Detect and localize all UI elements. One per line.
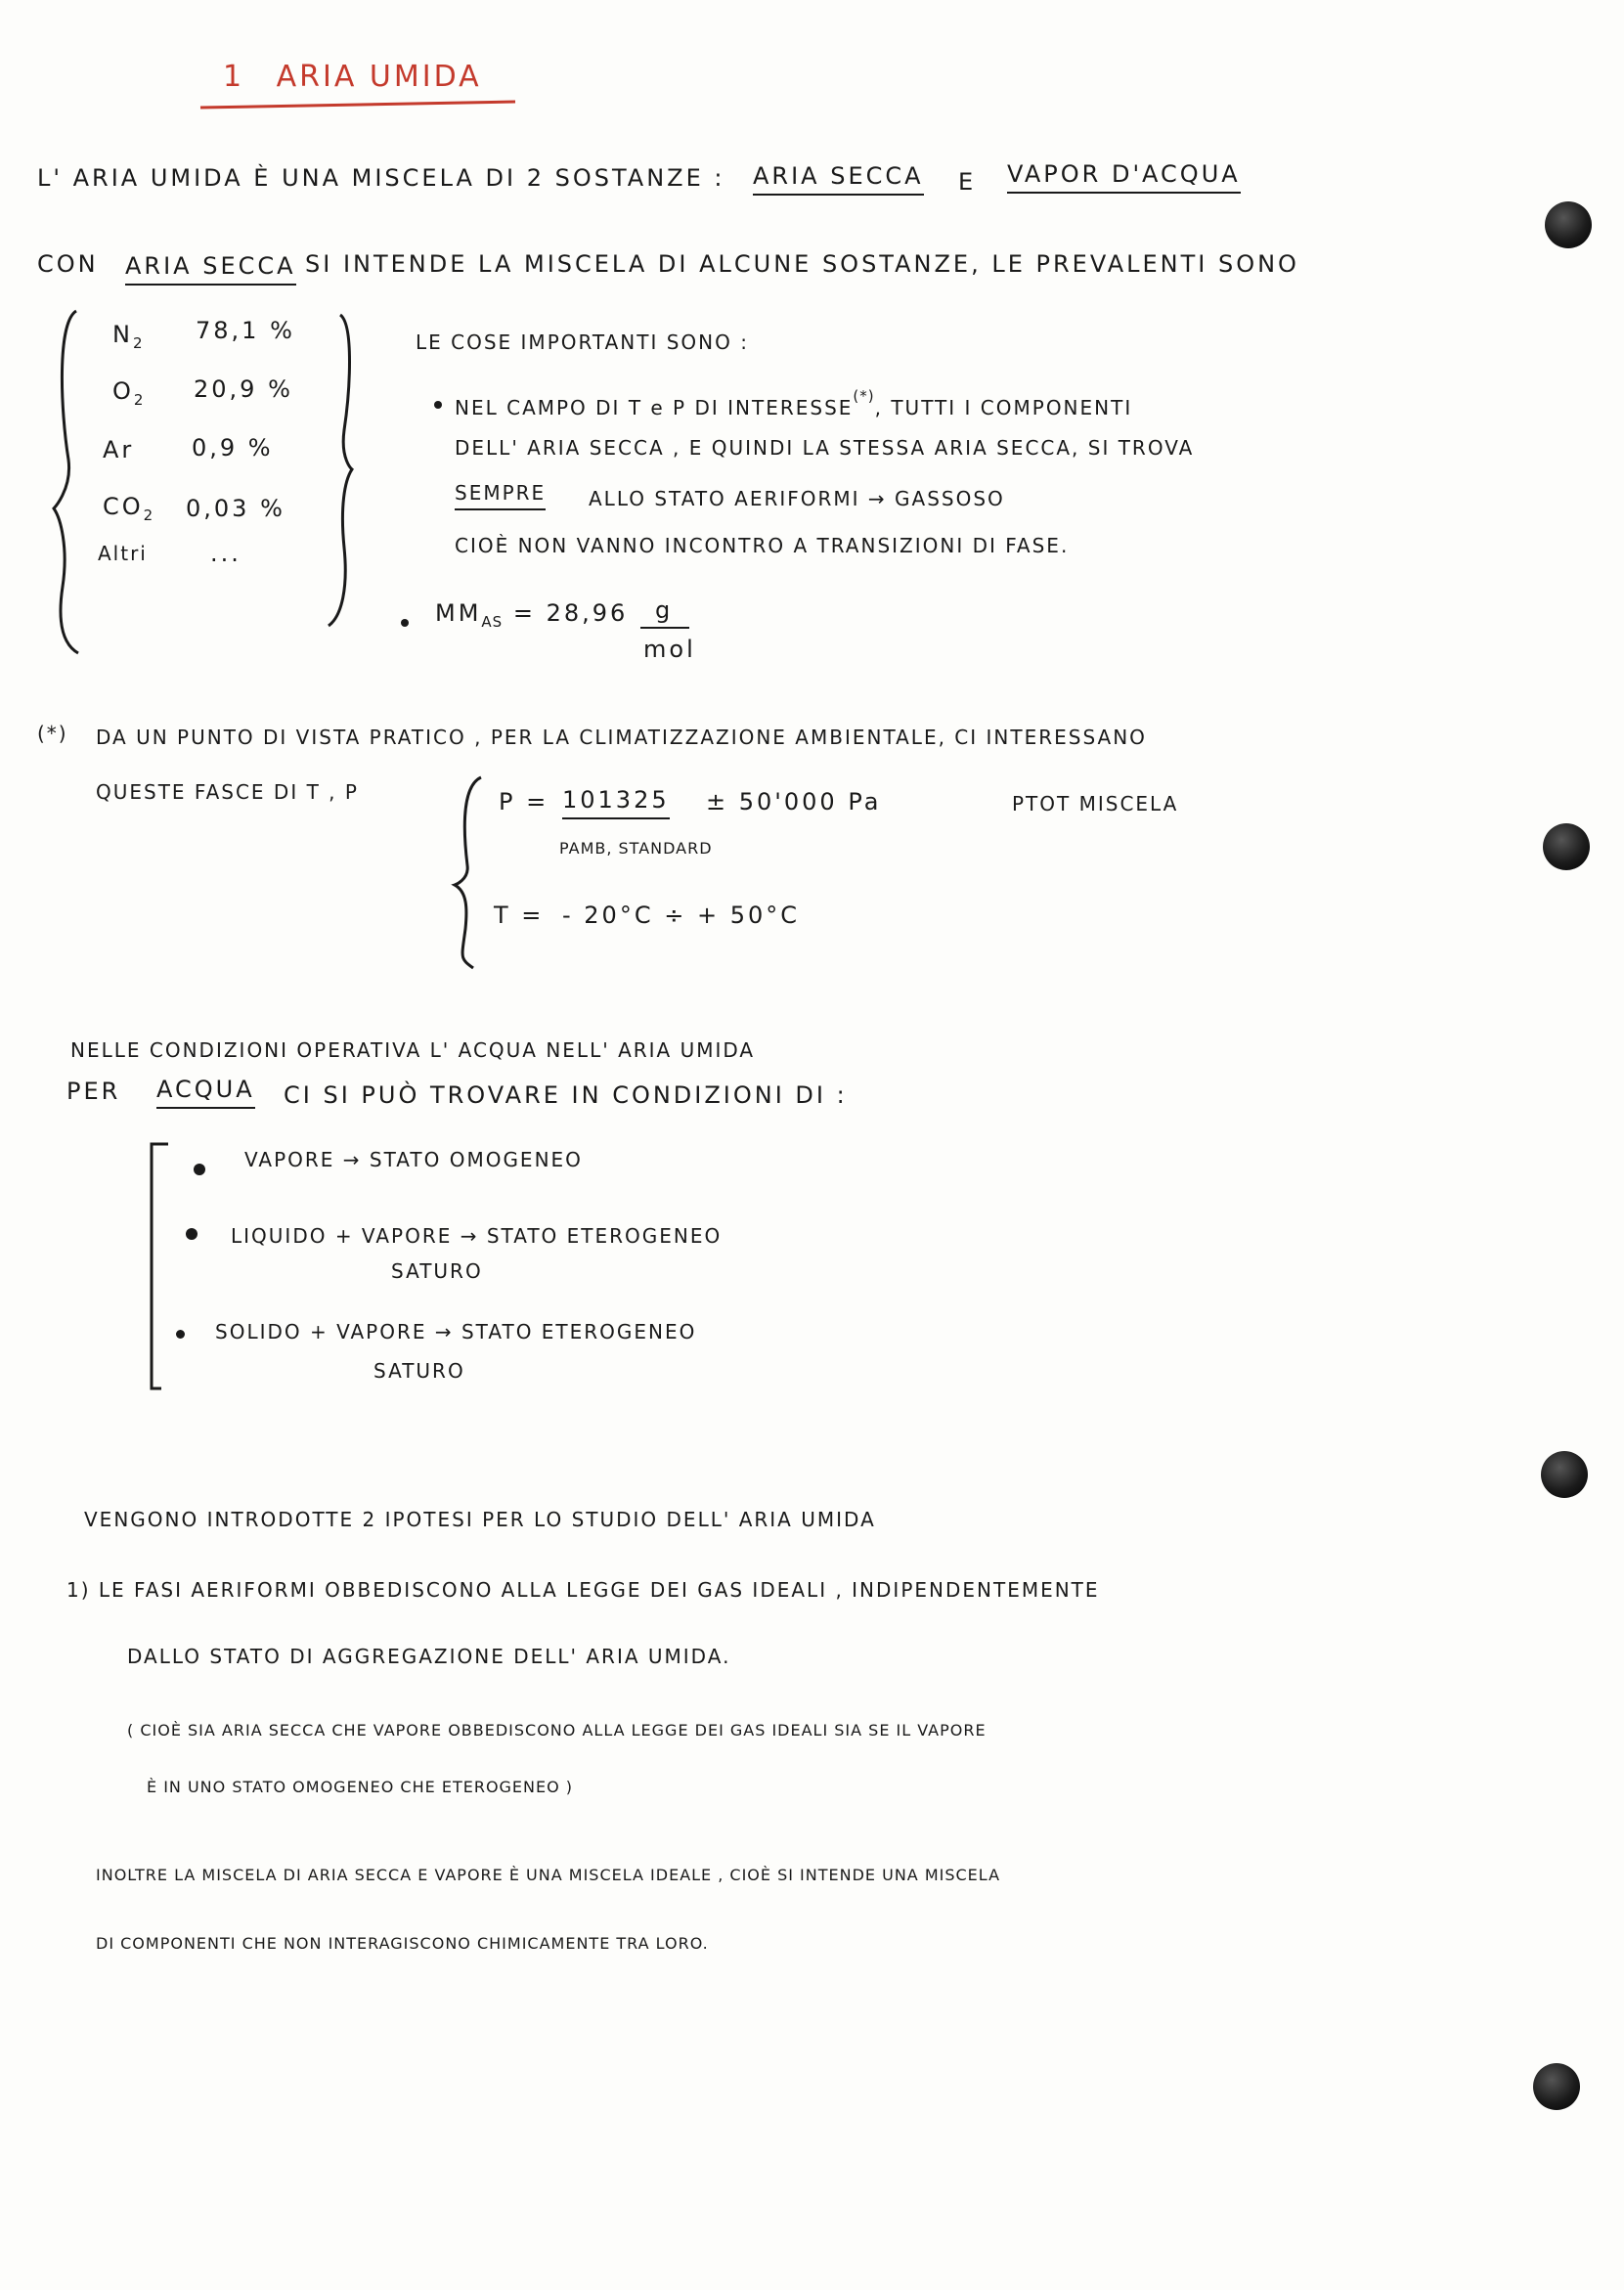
paren-line1: ( CIOÈ SIA ARIA SECCA CHE VAPORE OBBEDISCONO ALLA LEGGE DEI GAS IDEALI SIA SE IL VAPORE <box>127 1721 987 1740</box>
binder-hole-1 <box>1545 201 1592 248</box>
composition-value: 0,9 % <box>192 434 274 462</box>
water-item: LIQUIDO + VAPORE → STATO ETEROGENEO <box>231 1224 723 1248</box>
important-sempre: SEMPRE <box>455 483 546 510</box>
water-item: VAPORE → STATO OMOGENEO <box>244 1148 583 1171</box>
molar-mass-den: mol <box>643 636 696 663</box>
composition-row: $CO_2$ <box>103 493 154 524</box>
p-sub: PAMB, STANDARD <box>559 839 713 858</box>
intro-text: L' ARIA UMIDA È UNA MISCELA DI 2 SOSTANZE : <box>37 164 725 192</box>
tp-brace <box>455 777 481 968</box>
composition-row: $N_2$ <box>112 321 144 352</box>
t-range: - 20°C ÷ + 50°C <box>562 902 800 929</box>
hypothesis-1-line1: 1) LE FASI AERIFORMI OBBEDISCONO ALLA LEGGE DEI GAS IDEALI , INDIPENDENTEMENTE <box>66 1578 1100 1602</box>
note-mark: (*) <box>37 722 68 745</box>
water-item: SOLIDO + VAPORE → STATO ETEROGENEO <box>215 1320 697 1343</box>
important-b1-line1: NEL CAMPO DI T e P DI INTERESSE(*), TUTTI I COMPONENTI <box>455 387 1133 419</box>
p-label: P = <box>499 788 549 815</box>
bullet <box>176 1330 185 1339</box>
intro-conj: E <box>958 168 977 196</box>
water-line2-term: ACQUA <box>156 1078 255 1109</box>
dry-air-prefix: CON <box>37 250 99 278</box>
bullet <box>186 1228 198 1240</box>
p-tot: PTOT MISCELA <box>1012 792 1179 815</box>
note-line1: DA UN PUNTO DI VISTA PRATICO , PER LA CLIMATIZZAZIONE AMBIENTALE, CI INTERESSANO <box>96 726 1147 749</box>
bullet <box>434 401 442 409</box>
important-heading: LE COSE IMPORTANTI SONO : <box>416 330 749 354</box>
water-line2-rest: CI SI PUÒ TROVARE IN CONDIZIONI DI : <box>284 1081 848 1109</box>
composition-brace-right <box>329 315 352 626</box>
binder-hole-3 <box>1541 1451 1588 1498</box>
binder-hole-4 <box>1533 2063 1580 2110</box>
p-range: ± 50'000 Pa <box>706 788 882 815</box>
hypothesis-1-line2: DALLO STATO DI AGGREGAZIONE DELL' ARIA UMIDA. <box>127 1645 731 1668</box>
composition-value: ... <box>210 540 241 567</box>
water-bracket <box>152 1144 168 1388</box>
composition-row: $O_2$ <box>112 377 145 409</box>
title-number: 1 <box>223 60 245 94</box>
hypotheses-intro: VENGONO INTRODOTTE 2 IPOTESI PER LO STUDIO DELL' ARIA UMIDA <box>84 1508 876 1531</box>
water-item-sub: SATURO <box>391 1259 483 1283</box>
final-line2: DI COMPONENTI CHE NON INTERAGISCONO CHIMICAMENTE TRA LORO. <box>96 1934 709 1953</box>
page-title <box>223 60 482 94</box>
water-item-sub: SATURO <box>373 1359 465 1383</box>
title-label: ARIA UMIDA <box>276 60 482 94</box>
important-b1-line3: ALLO STATO AERIFORMI → GASSOSO <box>589 487 1005 510</box>
dry-air-text: SI INTENDE LA MISCELA DI ALCUNE SOSTANZE, LE PREVALENTI SONO <box>305 250 1299 278</box>
important-b1-line4: CIOÈ NON VANNO INCONTRO A TRANSIZIONI DI FASE. <box>455 534 1070 557</box>
intro-line <box>37 166 724 190</box>
final-line1: INOLTRE LA MISCELA DI ARIA SECCA E VAPORE È UNA MISCELA IDEALE , CIOÈ SI INTENDE UNA MISCELA <box>96 1866 1001 1884</box>
p-value: 101325 <box>562 788 670 819</box>
title-underline <box>200 102 515 108</box>
bullet <box>401 619 409 627</box>
intro-term-vapor: VAPOR D'ACQUA <box>1007 162 1241 194</box>
dry-air-term: ARIA SECCA <box>125 254 296 286</box>
water-line1: NELLE CONDIZIONI OPERATIVA L' ACQUA NELL' ARIA UMIDA <box>70 1038 756 1062</box>
composition-row: Altri <box>98 542 148 565</box>
composition-value: 78,1 % <box>196 317 295 344</box>
composition-value: 0,03 % <box>186 495 285 522</box>
paren-line2: È IN UNO STATO OMOGENEO CHE ETEROGENEO ) <box>147 1778 574 1796</box>
water-line2-prefix: PER <box>66 1078 121 1105</box>
t-label: T = <box>494 902 545 929</box>
composition-brace-left <box>54 311 78 653</box>
intro-term-dry-air: ARIA SECCA <box>753 164 924 196</box>
composition-value: 20,9 % <box>194 375 293 403</box>
important-b1-line2: DELL' ARIA SECCA , E QUINDI LA STESSA ARIA SECCA, SI TROVA <box>455 436 1195 460</box>
molar-mass: $MM_{AS} = 28,96$ <box>435 599 629 631</box>
bullet <box>194 1164 205 1175</box>
binder-hole-2 <box>1543 823 1590 870</box>
molar-mass-num: g <box>655 596 674 624</box>
note-line2: QUESTE FASCE DI T , P <box>96 780 359 804</box>
composition-row: Ar <box>103 436 135 463</box>
